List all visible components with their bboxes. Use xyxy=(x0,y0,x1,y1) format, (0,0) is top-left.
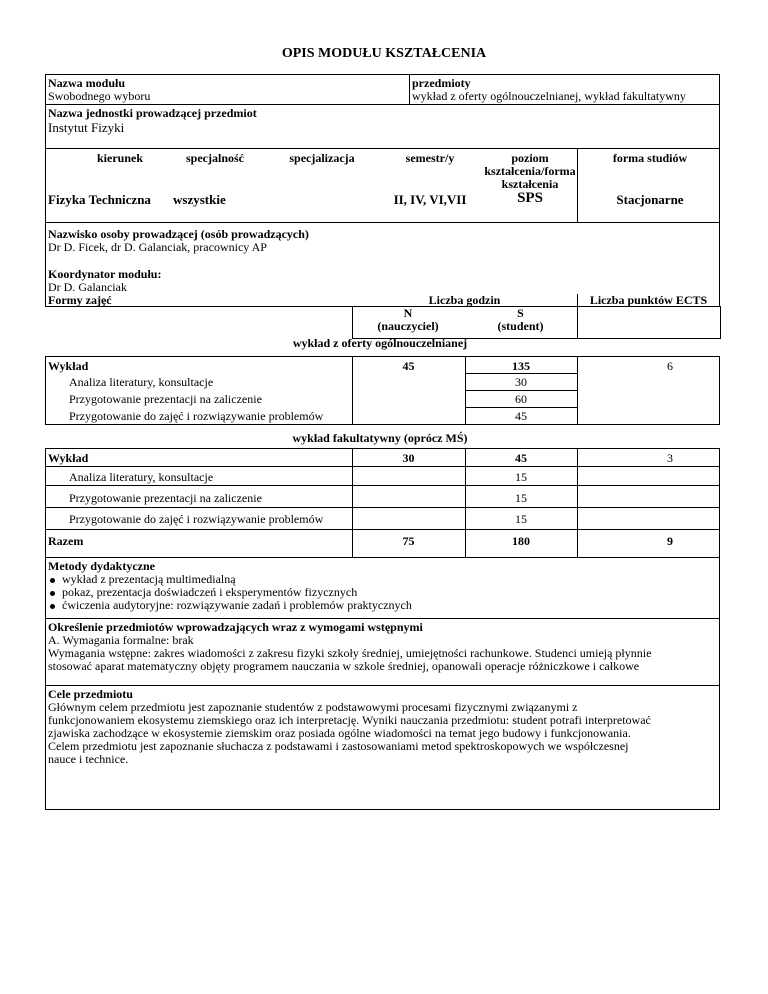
przedmioty-label: przedmioty xyxy=(412,76,471,90)
block1-ects: 6 xyxy=(667,359,673,373)
n-sublabel: (nauczyciel) xyxy=(377,319,439,333)
semestr-value: II, IV, VI,VII xyxy=(393,192,467,207)
semestr-header: semestr/y xyxy=(405,151,455,165)
requirements-formal: A. Wymagania formalne: brak xyxy=(48,633,194,647)
block2-row1-s: 15 xyxy=(515,470,527,484)
poziom-header-3: kształcenia xyxy=(501,177,559,191)
total-ects: 9 xyxy=(667,534,673,548)
block2-row3-s: 15 xyxy=(515,512,527,526)
block1-row1-s: 30 xyxy=(515,375,527,389)
unit-label: Nazwa jednostki prowadzącej przedmiot xyxy=(48,106,257,120)
method-item-3: ćwiczenia audytoryjne: rozwiązywanie zadań i problemów praktycznych xyxy=(62,598,412,612)
module-name-label: Nazwa modułu xyxy=(48,76,126,90)
requirements-label: Określenie przedmiotów wprowadzających wraz z wymogami wstępnymi xyxy=(48,620,423,634)
poziom-header-2: kształcenia/forma xyxy=(484,164,576,178)
block1-row2-s: 60 xyxy=(515,392,527,406)
block2-s: 45 xyxy=(515,451,527,465)
goals-line-3: zjawiska zachodzące w ekosystemie ziemskim oraz posiada ogólne wiadomości na temat jego budowy i funkcjonowania. xyxy=(48,726,631,740)
block1-row1-label: Analiza literatury, konsultacje xyxy=(69,375,214,389)
method-item-2: pokaz, prezentacja doświadczeń i eksperymentów fizycznych xyxy=(62,585,358,599)
block2-row2-label: Przygotowanie prezentacji na zaliczenie xyxy=(69,491,262,505)
method-item-1: wykład z prezentacją multimedialną xyxy=(62,572,236,586)
block1-s: 135 xyxy=(512,359,530,373)
section2-label: wykład fakultatywny (oprócz MŚ) xyxy=(292,431,468,445)
total-label: Razem xyxy=(48,534,84,548)
block1-n: 45 xyxy=(402,359,415,373)
kierunek-header: kierunek xyxy=(96,151,143,165)
poziom-header-1: poziom xyxy=(511,151,549,165)
goals-line-4: Celem przedmiotu jest zapoznanie słuchacza z podstawami i zastosowaniami metod spektroskopowych we współczesnej xyxy=(48,739,629,753)
coordinator-label: Koordynator modułu: xyxy=(48,267,162,281)
requirements-line-2: stosować aparat matematyczny objęty programem nauczania w szkole średniej, opanowali operacje różniczkowe i całkowe xyxy=(48,659,640,673)
specjalnosc-value: wszystkie xyxy=(173,192,226,207)
unit-value: Instytut Fizyki xyxy=(48,120,125,135)
block1-row2-label: Przygotowanie prezentacji na zaliczenie xyxy=(69,392,262,406)
bullet-icon xyxy=(50,578,55,583)
ects-label: Liczba punktów ECTS xyxy=(589,293,708,307)
goals-line-5: nauce i technice. xyxy=(48,752,129,766)
kierunek-value: Fizyka Techniczna xyxy=(48,192,151,207)
lecturers-label: Nazwisko osoby prowadzącej (osób prowadzących) xyxy=(48,227,309,241)
block2-main-label: Wykład xyxy=(48,451,89,465)
block1-row3-s: 45 xyxy=(515,409,527,423)
lecturers-value: Dr D. Ficek, dr D. Galanciak, pracownicy AP xyxy=(48,240,267,254)
page-title: OPIS MODUŁU KSZTAŁCENIA xyxy=(281,46,487,61)
poziom-value: SPS xyxy=(517,190,543,206)
block1-main-label: Wykład xyxy=(48,359,89,373)
block1-row3-label: Przygotowanie do zajęć i rozwiązywanie problemów xyxy=(69,409,324,423)
goals-line-1: Głównym celem przedmiotu jest zapoznanie studentów z podstawowymi procesami fizycznymi związanymi z xyxy=(48,700,578,714)
przedmioty-value: wykład z oferty ogólnouczelnianej, wykład fakultatywny xyxy=(412,89,686,103)
block2-n: 30 xyxy=(402,451,415,465)
block2-row2-s: 15 xyxy=(515,491,527,505)
liczba-godzin-label: Liczba godzin xyxy=(428,293,501,307)
total-n: 75 xyxy=(402,534,415,548)
forma-value: Stacjonarne xyxy=(616,192,684,207)
n-label: N xyxy=(403,306,413,320)
block2-row1-label: Analiza literatury, konsultacje xyxy=(69,470,214,484)
goals-line-2: funkcjonowaniem ekosystemu ziemskiego oraz ich interpretację. Wyniki nauczania przedmiotu: student potrafi interpretować xyxy=(48,713,651,727)
bullet-icon xyxy=(50,591,55,596)
specjalnosc-header: specjalność xyxy=(186,151,244,165)
formy-label: Formy zajęć xyxy=(48,293,112,307)
methods-label: Metody dydaktyczne xyxy=(48,559,155,573)
goals-label: Cele przedmiotu xyxy=(48,687,133,701)
block2-row3-label: Przygotowanie do zajęć i rozwiązywanie problemów xyxy=(69,512,324,526)
bullet-icon xyxy=(50,604,55,609)
total-s: 180 xyxy=(512,534,530,548)
block2-ects: 3 xyxy=(667,451,673,465)
specjalizacja-header: specjalizacja xyxy=(289,151,355,165)
requirements-line-1: Wymagania wstępne: zakres wiadomości z zakresu fizyki szkoły średniej, umiejętności rachunkowe. Studenci umieją płynnie xyxy=(48,646,652,660)
s-sublabel: (student) xyxy=(497,319,544,333)
s-label: S xyxy=(517,306,524,320)
section1-label: wykład z oferty ogólnouczelnianej xyxy=(292,336,468,350)
coordinator-value: Dr D. Galanciak xyxy=(48,280,127,294)
forma-header: forma studiów xyxy=(612,151,688,165)
module-name-value: Swobodnego wyboru xyxy=(48,89,151,103)
